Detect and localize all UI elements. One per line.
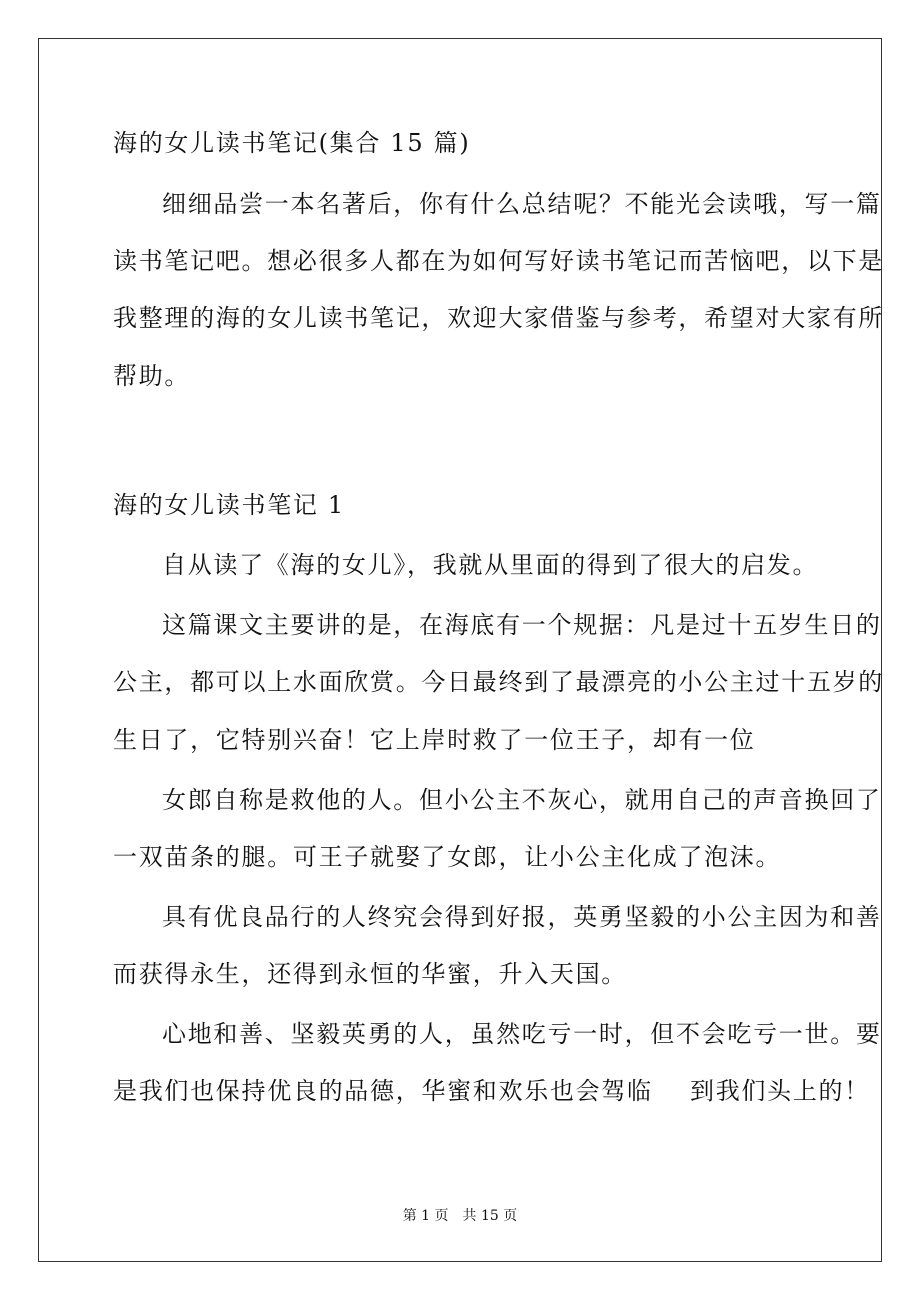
intro-line: 帮助。: [113, 362, 191, 390]
section-heading: 海的女儿读书笔记 1: [113, 491, 345, 519]
body-line: 是我们也保持优良的品德，华蜜和欢乐也会驾临 到我们头上的！: [113, 1077, 870, 1105]
body-line: 生日了，它特别兴奋！它上岸时救了一位王子，却有一位: [113, 726, 756, 754]
body-line: 这篇课文主要讲的是，在海底有一个规据：凡是过十五岁生日的: [162, 611, 882, 639]
intro-line: 读书笔记吧。想必很多人都在为如何写好读书笔记而苦恼吧，以下是: [113, 247, 884, 275]
body-line: 心地和善、坚毅英勇的人，虽然吃亏一时，但不会吃亏一世。要: [162, 1020, 882, 1048]
body-line: 自从读了《海的女儿》，我就从里面的得到了很大的启发。: [162, 551, 819, 579]
body-line: 女郎自称是救他的人。但小公主不灰心，就用自己的声音换回了: [162, 786, 882, 814]
intro-line: 细细品尝一本名著后，你有什么总结呢？不能光会读哦，写一篇: [162, 190, 882, 218]
body-line: 具有优良品行的人终究会得到好报，英勇坚毅的小公主因为和善: [162, 903, 882, 931]
body-line: 而获得永生，还得到永恒的华蜜，升入天国。: [113, 960, 627, 988]
document-title: 海的女儿读书笔记(集合 15 篇): [113, 129, 471, 157]
body-line: 一双苗条的腿。可王子就娶了女郎，让小公主化成了泡沫。: [113, 843, 782, 871]
body-line: 公主，都可以上水面欣赏。今日最终到了最漂亮的小公主过十五岁的: [113, 668, 884, 696]
intro-line: 我整理的海的女儿读书笔记，欢迎大家借鉴与参考，希望对大家有所: [113, 304, 884, 332]
page-number-footer: 第 1 页 共 15 页: [402, 1208, 518, 1224]
